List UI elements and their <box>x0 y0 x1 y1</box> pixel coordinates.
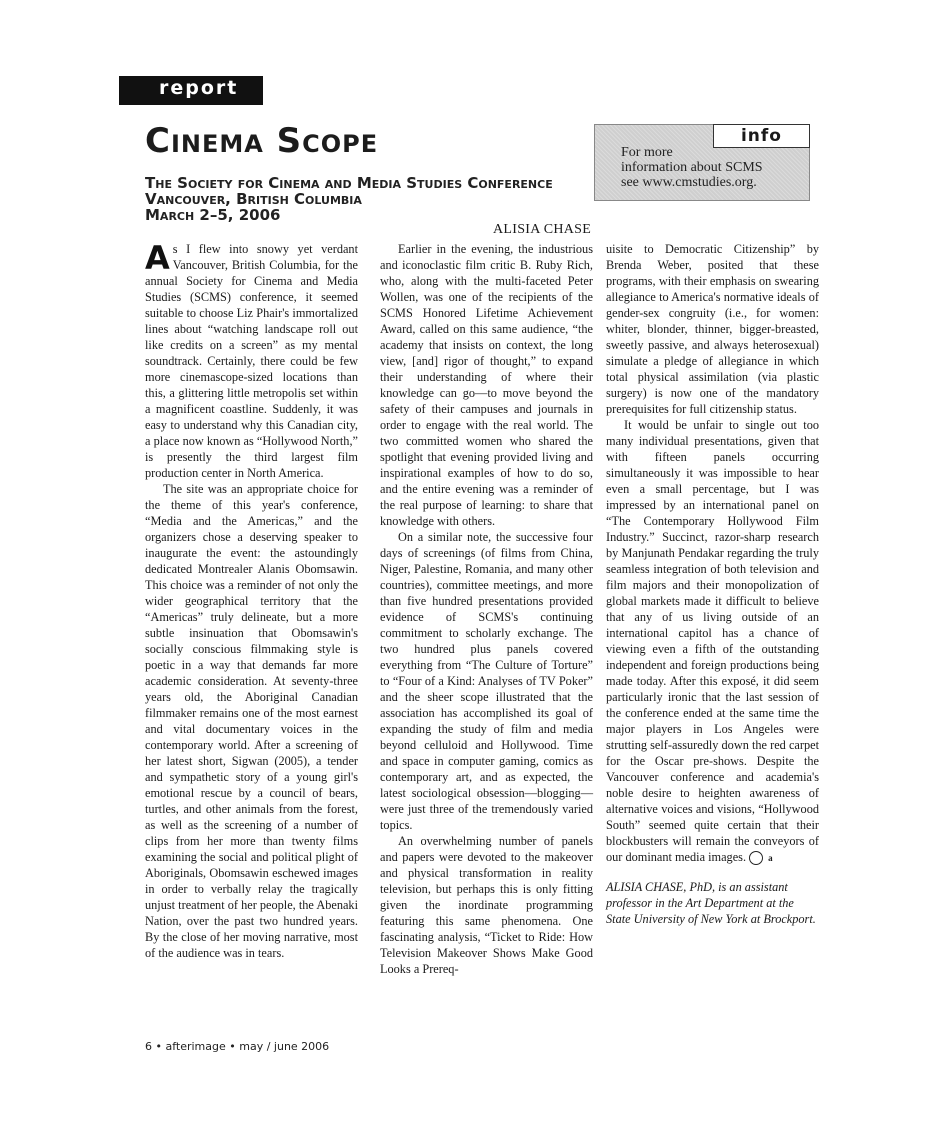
article-column-3 <box>606 241 819 927</box>
paragraph: An overwhelming number of panels and papers were devoted to the makeover and physical transformation in reality television, but perhaps this is only fitting given the inordinate programming featuring this same phenomena. One fascinating analysis, “Ticket to Ride: How Television Makeover Shows Make Good Looks a Prereq- <box>380 834 593 976</box>
page-footer: 6 • afterimage • may / june 2006 <box>145 1040 330 1053</box>
subtitle-line: March 2–5, 2006 <box>145 206 281 224</box>
paragraph: On a similar note, the successive four days of screenings (of films from China, Niger, Palestine, Romania, and many other countries), committee meetings, and more than five hundred presentations provided evidence of SCMS's continuing commitment to scholarly exchange. The two hundred plus panels covered everything from “The Culture of Torture” to “Four of a Kind: Analyses of TV Poker” and the sheer scope illustrated that the association has accomplished its goal of expanding the study of film and media beyond celluloid and Hollywood. Time and space in computer gaming, comics as contemporary art, and as expected, the latest sociological obsession—blogging—were just three of the tremendously varied topics. <box>380 530 593 832</box>
author-bio: ALISIA CHASE, PhD, is an assistant professor in the Art Department at the State University of New York at Brockport. <box>606 880 816 927</box>
info-line: For more <box>621 145 673 160</box>
author-byline: ALISIA CHASE <box>493 222 592 237</box>
article-subtitle <box>145 175 553 223</box>
info-text <box>621 145 763 190</box>
info-line: information about SCMS <box>621 160 763 175</box>
info-label: info <box>713 124 810 148</box>
paragraph-text: It would be unfair to single out too many individual presentations, given that with fifteen panels occurring simultaneously it was impossible to hear even a small percentage, but I was impressed by an international panel on “The Contemporary Hollywood Film Industry.” Succinct, razor-sharp research by Manjunath Pendakar regarding the truly seamless integration of both television and film majors and their monopolization of global markets made it difficult to believe that any of us living outside of an international capitol has a chance of viewing even a fifth of the outstanding independent and foreign productions being made today. After this exposé, it did seem particularly ironic that the last session of the conference ended at the same time the major players in Los Angeles were strutting self-assuredly down the red carpet for the Oscar pre-shows. Despite the Vancouver conference and academia's noble desire to heighten awareness of alternative voices and visions, “Hollywood South” seemed quite certain that their blockbusters will remain the conveyors of our dominant media images. <box>606 418 819 864</box>
paragraph <box>606 417 819 865</box>
paragraph: Earlier in the evening, the industrious and iconoclastic film critic B. Ruby Rich, who, along with the multi-faceted Peter Wollen, was one of the recipients of the SCMS Honored Lifetime Achievement Award, called on this same audience, “the academy that insists on context, the long view, [and] rigor of thought,” to expand their understanding of where their knowledge can go—to move beyond the safety of their campuses and journals in order to engage with the real world. The two committed women who shared the spotlight that evening provided living and inspirational examples of how to do so, and the entire evening was a reminder of the real purpose of learning: to share that knowledge with others. <box>380 242 593 528</box>
article-column-2 <box>380 241 593 977</box>
subtitle-line: Vancouver, British Columbia <box>145 190 362 208</box>
end-mark-icon: a <box>749 851 763 865</box>
article-column-1 <box>145 241 358 961</box>
paragraph: The site was an appropriate choice for the theme of this year's conference, “Media and the Americas,” and the organizers chose a deserving speaker to inaugurate the event: the astoundingly dedicated Montrealer Alanis Obomsawin. This choice was a reminder of not only the wider geographical territory that the “Americas” truly delineate, but a more subtle insinuation that Obomsawin's socially conscious filmmaking style is poetic in a way that demands far more academic consideration. At seventy-three years old, the Aboriginal Canadian filmmaker remains one of the most earnest and vital documentary voices in the contemporary world. After a screening of her latest short, Sigwan (2005), a tender and sympathetic story of a young girl's emotional rescue by a council of bears, turtles, and other animals from the forest, as well as the screening of a number of clips from her more than twenty films examining the social and political plight of Aboriginals, Obomsawin eschewed images in order to verbally relay the tragically unjust treatment of her people, the Abenaki Nation, over the past two hundred years. By the close of her moving narrative, most of the audience was in tears. <box>145 482 358 960</box>
paragraph <box>145 241 358 481</box>
paragraph: uisite to Democratic Citizenship” by Brenda Weber, posited that these programs, with their emphasis on swearing allegiance to America's normative ideals of gender-sex congruity (i.e., for women: whiter, blonder, thinner, bigger-breasted, sweetly passive, and always heterosexual) simulate a pledge of allegiance in which total physical assimilation (via plastic surgery) is now one of the mandatory prerequisites for full citizenship status. <box>606 242 819 416</box>
info-line: see www.cmstudies.org. <box>621 175 757 190</box>
subtitle-line: The Society for Cinema and Media Studies Conference <box>145 174 553 192</box>
paragraph-text: s I flew into snowy yet verdant Vancouver, British Columbia, for the annual Society for Cinema and Media Studies (SCMS) conference, it seemed suitable to choose Liz Phair's immortalized lines about “watching landscape roll out like credits on a screen” as my mental soundtrack. Certainly, there could be few more cinemascope-sized locations than this, a glittering little metropolis set within a magnificent coastline. Suddenly, it was easy to understand why this Canadian city, a place now known as “Hollywood North,” is presently the third largest film production center in North America. <box>145 242 358 480</box>
section-tag: report <box>119 76 263 105</box>
info-box <box>594 124 810 201</box>
article-title: Cinema Scope <box>145 121 379 161</box>
drop-cap: A <box>145 239 170 277</box>
